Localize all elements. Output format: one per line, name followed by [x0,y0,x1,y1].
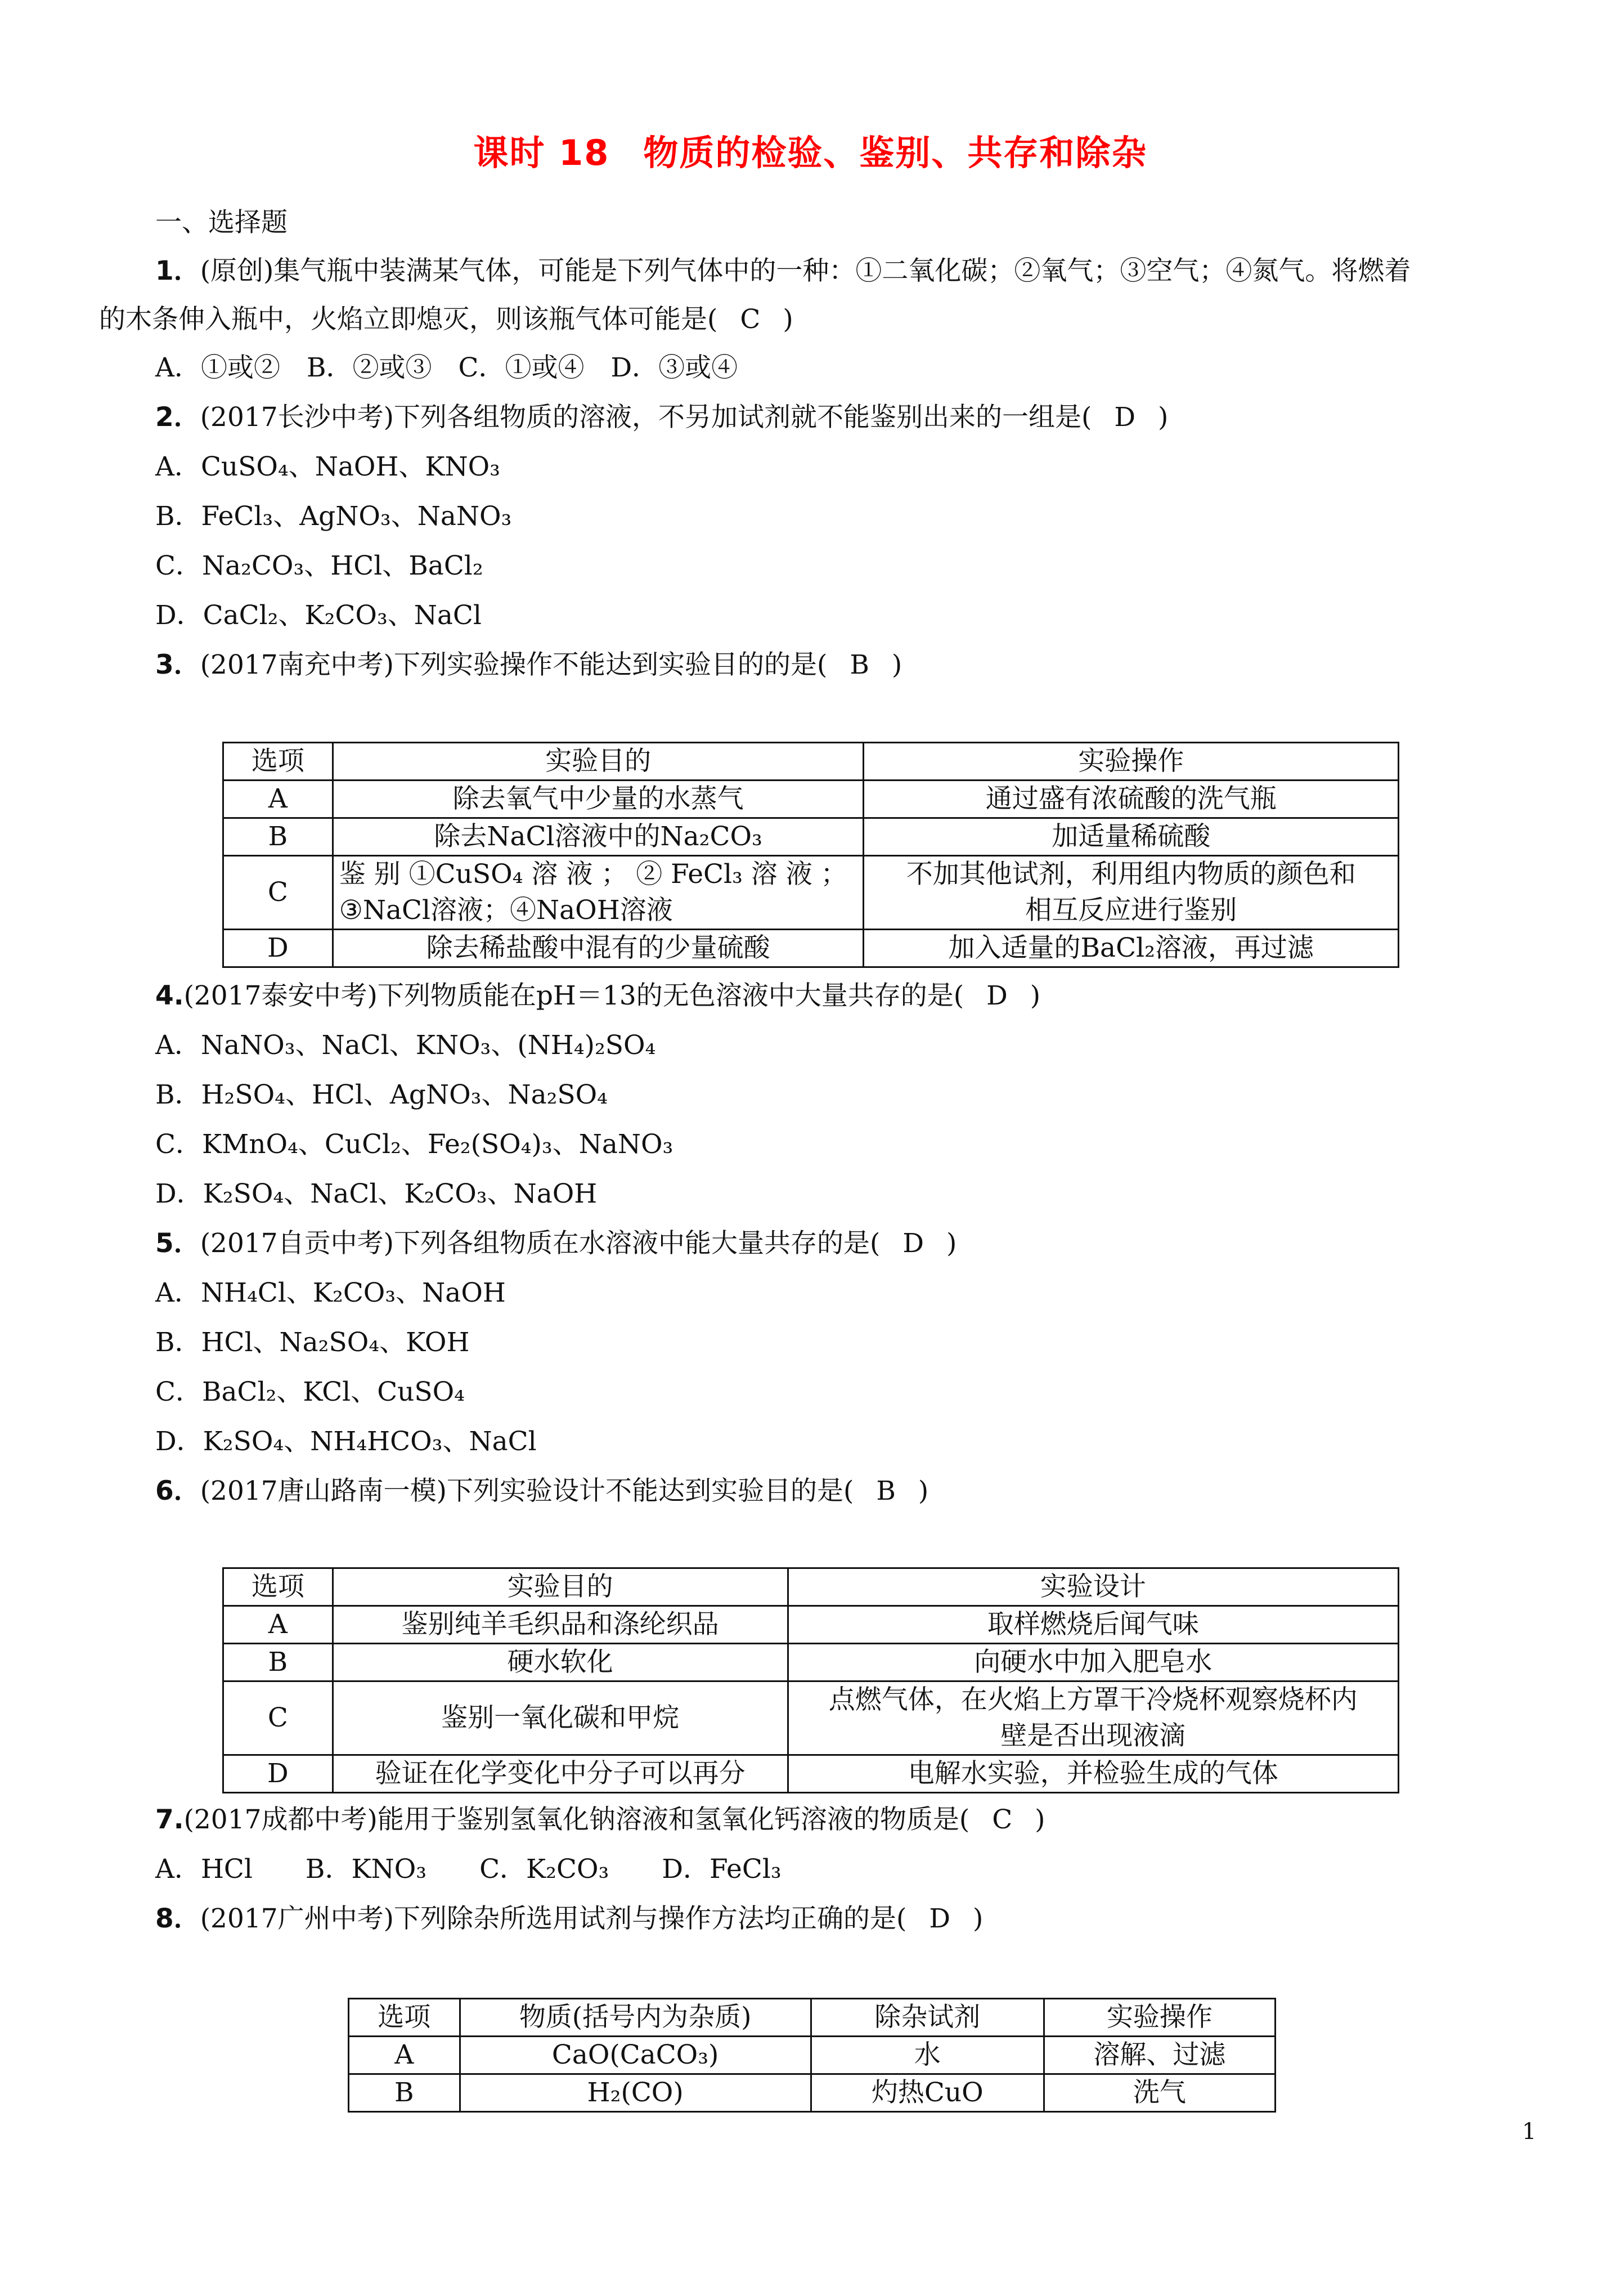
table-row [349,2074,1276,2112]
question-2-option-b: B．FeCl₃、AgNO₃、NaNO₃ [155,501,512,532]
question-number: 1． [155,255,200,286]
table-cell: 验证在化学变化中分子可以再分 [333,1755,788,1793]
table-cell: B [223,1644,333,1681]
answer: D [929,1903,951,1934]
table-cell: CaO(CaCO₃) [460,2037,811,2074]
close-paren: ) [1158,402,1169,433]
question-stem: (2017自贡中考)下列各组物质在水溶液中能大量共存的是( [200,1228,881,1259]
question-4-option-d: D．K₂SO₄、NaCl、K₂CO₃、NaOH [155,1178,598,1209]
close-paren: ) [918,1476,929,1506]
table-cell [223,1681,333,1755]
table-header-cell: 实验设计 [788,1568,1398,1606]
cell-line: 相互反应进行鉴别 [1025,895,1237,926]
table-row [223,1606,1399,1644]
table-cell: H₂(CO) [460,2074,811,2112]
question-stem: (2017泰安中考)下列物质能在pH＝13的无色溶液中大量共存的是( [183,980,964,1011]
table-header-row [223,1568,1399,1606]
question-4-option-c: C．KMnO₄、CuCl₂、Fe₂(SO₄)₃、NaNO₃ [155,1129,673,1160]
question-5-option-c: C．BaCl₂、KCl、CuSO₄ [155,1376,465,1407]
question-stem: (2017唐山路南一模)下列实验设计不能达到实验目的是( [200,1476,854,1506]
table-header-cell: 除杂试剂 [811,1999,1044,2037]
table-header-cell: 选项 [349,1999,460,2037]
question-4 [155,981,1040,1011]
table-cell: 灼热CuO [811,2074,1044,2112]
question-4-option-b: B．H₂SO₄、HCl、AgNO₃、Na₂SO₄ [155,1079,608,1110]
table-header-cell: 选项 [223,743,333,781]
table-row [223,930,1399,967]
table-cell: 除去稀盐酸中混有的少量硫酸 [333,930,864,967]
close-paren: ) [1030,980,1041,1011]
table-header-cell: 选项 [223,1568,333,1606]
question-1-options: A．①或② B．②或③ C．①或④ D．③或④ [155,352,738,383]
table-cell: 加适量稀硫酸 [864,818,1399,856]
table-cell: A [223,781,333,818]
table-cell: 加入适量的BaCl₂溶液，再过滤 [864,930,1399,967]
answer: D [1114,402,1136,433]
answer: B [850,649,869,680]
question-3 [155,651,902,680]
table-cell: A [223,1606,333,1644]
cell-line: 点燃气体，在火焰上方罩干冷烧杯观察烧杯内 [828,1684,1358,1715]
question-4-option-a: A．NaNO₃、NaCl、KNO₃、(NH₄)₂SO₄ [155,1030,656,1061]
question-1-line-2 [99,305,793,334]
table-header-cell: 实验目的 [333,1568,788,1606]
answer: B [876,1476,896,1506]
table-cell: D [223,930,333,967]
question-6 [155,1477,928,1506]
question-3-table [222,742,1399,968]
table-header-row [349,1999,1276,2037]
question-5 [155,1229,957,1258]
cell-line: 鉴 别 ①CuSO₄ 溶 液 ； ② FeCl₃ 溶 液 ； [339,859,847,890]
question-2 [155,403,1168,432]
question-number: 7. [155,1804,184,1835]
question-stem: 的木条伸入瓶中，火焰立即熄灭，则该瓶气体可能是( [99,304,718,335]
table-cell [333,856,864,930]
question-number: 8． [155,1903,200,1934]
question-5-option-a: A．NH₄Cl、K₂CO₃、NaOH [155,1277,506,1308]
table-cell [333,1681,788,1755]
answer: C [992,1804,1013,1835]
close-paren: ) [1035,1804,1045,1835]
cell-line: 不加其他试剂，利用组内物质的颜色和 [906,859,1356,890]
cell-text: C [267,1702,288,1733]
question-stem: (2017成都中考)能用于鉴别氢氧化钠溶液和氢氧化钙溶液的物质是( [183,1804,970,1835]
table-row [349,2037,1276,2074]
table-cell: 取样燃烧后闻气味 [788,1606,1398,1644]
table-cell: 除去氧气中少量的水蒸气 [333,781,864,818]
lesson-topic: 物质的检验、鉴别、共存和除杂 [643,132,1148,173]
cell-text: C [267,877,288,908]
close-paren: ) [946,1228,957,1259]
table-cell: 电解水实验，并检验生成的气体 [788,1755,1398,1793]
close-paren: ) [973,1903,984,1934]
table-cell: B [349,2074,460,2112]
table-row [223,781,1399,818]
question-2-option-a: A．CuSO₄、NaOH、KNO₃ [155,451,501,482]
page-number: 1 [1522,2119,1537,2145]
table-row [223,1644,1399,1681]
table-row [223,1755,1399,1793]
section-heading: 一、选择题 [155,207,288,238]
answer: D [986,980,1008,1011]
question-7-options: A．HCl B．KNO₃ C．K₂CO₃ D．FeCl₃ [155,1854,782,1885]
question-2-option-c: C．Na₂CO₃、HCl、BaCl₂ [155,550,483,581]
table-row [223,856,1399,930]
table-cell: 鉴别纯羊毛织品和涤纶织品 [333,1606,788,1644]
question-number: 6． [155,1476,200,1506]
question-8-table [348,1998,1276,2113]
question-6-table [222,1567,1399,1793]
question-number: 5． [155,1228,200,1259]
table-cell: 洗气 [1044,2074,1275,2112]
table-cell [788,1681,1398,1755]
question-number: 2． [155,402,200,433]
table-cell: 水 [811,2037,1044,2074]
table-header-cell: 实验目的 [333,743,864,781]
cell-line: 壁是否出现液滴 [1000,1720,1186,1751]
table-header-cell: 实验操作 [864,743,1399,781]
question-7 [155,1805,1045,1835]
table-header-cell: 物质(括号内为杂质) [460,1999,811,2037]
question-1-line-1 [155,257,1411,286]
cell-text: 鉴别一氧化碳和甲烷 [441,1702,680,1733]
close-paren: ) [891,649,902,680]
table-cell: D [223,1755,333,1793]
table-row [223,1681,1399,1755]
question-stem: (2017南充中考)下列实验操作不能达到实验目的的是( [200,649,828,680]
table-cell: A [349,2037,460,2074]
table-row [223,818,1399,856]
table-cell: B [223,818,333,856]
table-cell: 除去NaCl溶液中的Na₂CO₃ [333,818,864,856]
close-paren: ) [783,304,793,335]
table-cell: 向硬水中加入肥皂水 [788,1644,1398,1681]
table-cell [223,856,333,930]
table-cell: 溶解、过滤 [1044,2037,1275,2074]
table-cell [864,856,1399,930]
cell-line: ③NaCl溶液；④NaOH溶液 [339,895,673,926]
question-stem: (原创)集气瓶中装满某气体，可能是下列气体中的一种：①二氧化碳；②氧气；③空气；④氮气。将燃着 [200,255,1411,286]
question-number: 3． [155,649,200,680]
table-cell: 通过盛有浓硫酸的洗气瓶 [864,781,1399,818]
question-number: 4. [155,980,184,1011]
question-8 [155,1904,983,1934]
question-2-option-d: D．CaCl₂、K₂CO₃、NaCl [155,600,482,631]
question-stem: (2017广州中考)下列除杂所选用试剂与操作方法均正确的是( [200,1903,907,1934]
question-5-option-d: D．K₂SO₄、NH₄HCO₃、NaCl [155,1426,537,1457]
page-title [0,125,1621,175]
answer: D [902,1228,924,1259]
lesson-number: 课时 18 [473,132,610,173]
table-cell: 硬水软化 [333,1644,788,1681]
table-header-cell: 实验操作 [1044,1999,1275,2037]
question-5-option-b: B．HCl、Na₂SO₄、KOH [155,1327,470,1358]
answer: C [740,304,761,335]
table-header-row [223,743,1399,781]
question-stem: (2017长沙中考)下列各组物质的溶液，不另加试剂就不能鉴别出来的一组是( [200,402,1092,433]
